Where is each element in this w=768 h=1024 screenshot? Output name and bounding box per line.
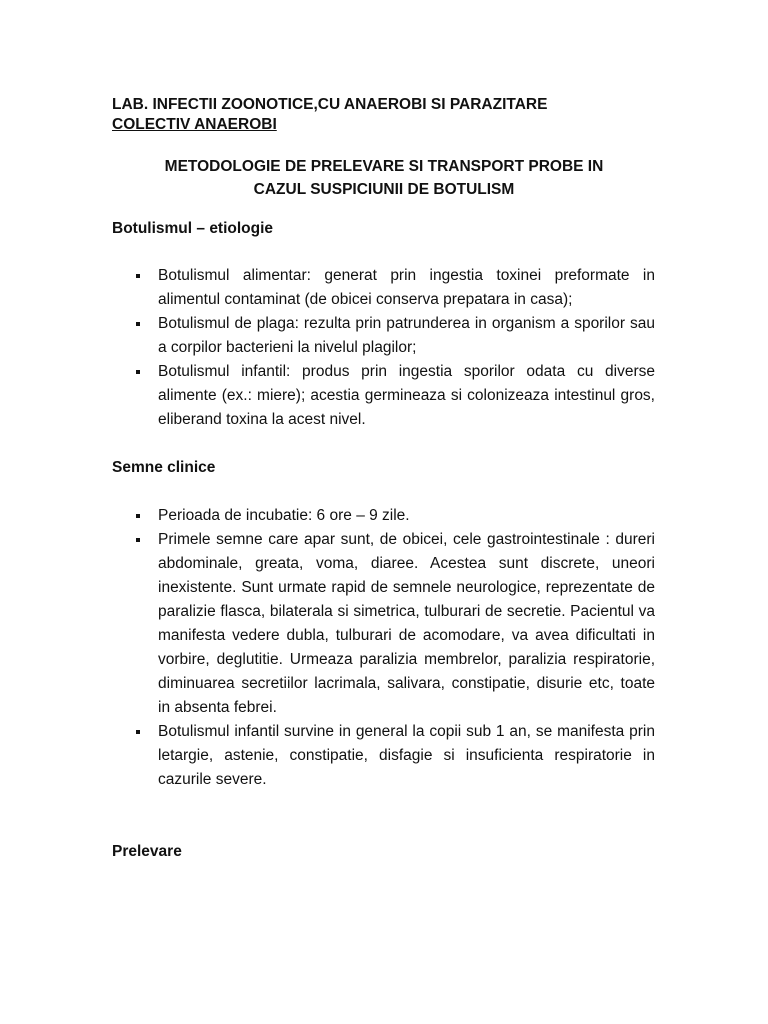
- semne-clinice-list: [112, 504, 655, 792]
- bullet-icon: [136, 514, 140, 518]
- collective-name: COLECTIV ANAEROBI: [112, 116, 277, 133]
- list-item-text: Botulismul alimentar: generat prin ingestia toxinei preformate in alimentul contaminat (de obicei conserva prepatara in casa);: [158, 267, 655, 308]
- title-line-2: CAZUL SUSPICIUNII DE BOTULISM: [253, 181, 515, 198]
- list-item-text: Botulismul de plaga: rezulta prin patrunderea in organism a sporilor sau a corpilor bacterieni la nivelul plagilor;: [158, 315, 655, 356]
- bullet-icon: [136, 370, 140, 374]
- list-item: [112, 264, 655, 312]
- document-title: [112, 155, 656, 201]
- list-item-text: Botulismul infantil: produs prin ingestia sporilor odata cu diverse alimente (ex.: miere); acestia germineaza si colonizeaza intestinul gros, eliberand toxina la acest nivel.: [158, 363, 655, 428]
- list-item: [112, 312, 655, 360]
- list-item: [112, 528, 655, 720]
- list-item-text: Primele semne care apar sunt, de obicei, cele gastrointestinale : dureri abdominale, greata, voma, diaree. Acestea sunt discrete, uneori inexistente. Sunt urmate rapid de semnele neurologice, reprezentate de paralizie flasca, bilaterala si simetrica, tulburari de secretie. Pacientul va manifesta vedere dubla, tulburari de acomodare, va avea dificultati in vorbire, deglutitie. Urmeaza paralizia membrelor, paralizia respiratorie, diminuarea secretiilor lacrimala, salivara, constipatie, disurie etc, toate in absenta febrei.: [158, 531, 655, 716]
- list-item-text: Perioada de incubatie: 6 ore – 9 zile.: [158, 507, 410, 524]
- list-item: [112, 504, 655, 528]
- bullet-icon: [136, 730, 140, 734]
- bullet-icon: [136, 322, 140, 326]
- bullet-icon: [136, 538, 140, 542]
- list-item: [112, 360, 655, 432]
- lab-name: LAB. INFECTII ZOONOTICE,CU ANAEROBI SI PARAZITARE: [112, 96, 548, 113]
- bullet-icon: [136, 274, 140, 278]
- title-line-1: METODOLOGIE DE PRELEVARE SI TRANSPORT PROBE IN: [164, 158, 604, 175]
- section-heading-etiologie: Botulismul – etiologie: [112, 220, 274, 237]
- list-item: [112, 720, 655, 792]
- section-heading-semne-clinice: Semne clinice: [112, 459, 216, 476]
- list-item-text: Botulismul infantil survine in general la copii sub 1 an, se manifesta prin letargie, astenie, constipatie, disfagie si insuficienta respiratorie in cazurile severe.: [158, 723, 655, 788]
- section-heading-prelevare: Prelevare: [112, 843, 182, 860]
- lab-header: [112, 95, 547, 135]
- etiologie-list: [112, 264, 655, 432]
